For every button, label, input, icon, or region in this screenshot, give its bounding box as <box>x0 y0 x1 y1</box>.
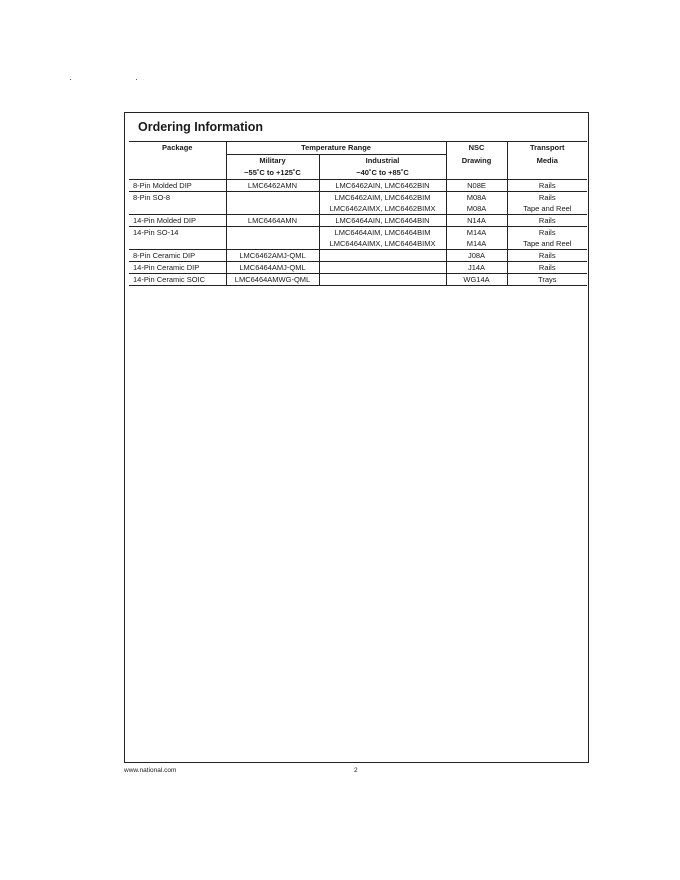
table-row <box>129 250 587 262</box>
header-military-range: −55˚C to +125˚C <box>226 167 319 180</box>
military-cell: LMC6464AMWG-QML <box>226 274 319 286</box>
ordering-information-panel <box>124 112 589 763</box>
military-cell: LMC6462AMN <box>226 180 319 192</box>
table-row <box>129 227 587 239</box>
section-title: Ordering Information <box>138 120 263 134</box>
ordering-table <box>129 141 587 286</box>
drawing-cell: M08A <box>446 203 507 215</box>
military-cell: LMC6464AMJ-QML <box>226 262 319 274</box>
table-row <box>129 274 587 286</box>
drawing-cell: N14A <box>446 215 507 227</box>
media-cell: Tape and Reel <box>523 239 572 248</box>
package-cell: 8-Pin Ceramic DIP <box>129 250 226 262</box>
drawing-cell: WG14A <box>446 274 507 286</box>
table-row <box>129 238 587 250</box>
industrial-cell: LMC6462AIN, LMC6462BIN <box>319 180 446 192</box>
industrial-cell <box>319 250 446 262</box>
drawing-cell: J14A <box>446 262 507 274</box>
header-drawing-spacer <box>446 167 507 180</box>
header-military: Military <box>226 155 319 168</box>
media-cell: Rails <box>507 192 587 204</box>
industrial-cell: LMC6464AIN, LMC6464BIN <box>319 215 446 227</box>
header-drawing: Drawing <box>446 155 507 168</box>
table-row <box>129 192 587 204</box>
table-row <box>129 262 587 274</box>
drawing-cell: J08A <box>446 250 507 262</box>
package-cell: 14-Pin SO-14 <box>129 227 226 239</box>
industrial-cell: LMC6462AIM, LMC6462BIM <box>319 192 446 204</box>
header-industrial-range: −40˚C to +85˚C <box>319 167 446 180</box>
header-nsc: NSC <box>446 142 507 155</box>
table-row <box>129 203 587 215</box>
drawing-cell: M14A <box>446 227 507 239</box>
package-cell: 14-Pin Ceramic SOIC <box>129 274 226 286</box>
industrial-cell: LMC6464AIMX, LMC6464BIMX <box>319 238 446 250</box>
media-cell: Rails <box>507 250 587 262</box>
drawing-cell: M14A <box>446 238 507 250</box>
media-cell: Rails <box>507 262 587 274</box>
package-cell <box>129 203 226 215</box>
header-package-spacer <box>129 155 226 168</box>
industrial-cell <box>319 262 446 274</box>
header-temperature-range: Temperature Range <box>226 142 446 155</box>
military-cell: LMC6462AMJ-QML <box>226 250 319 262</box>
package-cell: 8-Pin Molded DIP <box>129 180 226 192</box>
scan-speck <box>70 79 71 80</box>
media-cell: Rails <box>538 181 556 190</box>
drawing-cell: M08A <box>446 192 507 204</box>
industrial-cell <box>319 274 446 286</box>
table-row <box>129 180 587 192</box>
header-media-spacer <box>507 167 587 180</box>
package-cell <box>129 238 226 250</box>
package-cell: 14-Pin Ceramic DIP <box>129 262 226 274</box>
media-cell: Trays <box>507 274 587 286</box>
media-cell: Rails <box>507 227 587 239</box>
military-cell <box>226 203 319 215</box>
media-cell: Tape and Reel <box>523 204 572 213</box>
header-package-spacer <box>129 167 226 180</box>
footer-website: www.national.com <box>124 767 177 774</box>
drawing-cell: N08E <box>446 180 507 192</box>
package-cell: 8-Pin SO-8 <box>129 192 226 204</box>
scan-speck <box>136 79 137 80</box>
military-cell <box>226 192 319 204</box>
header-media: Media <box>536 155 558 165</box>
industrial-cell: LMC6464AIM, LMC6464BIM <box>319 227 446 239</box>
military-cell <box>226 227 319 239</box>
header-package: Package <box>129 142 226 155</box>
package-cell: 14-Pin Molded DIP <box>129 215 226 227</box>
industrial-cell: LMC6462AIMX, LMC6462BIMX <box>319 203 446 215</box>
media-cell: Rails <box>507 215 587 227</box>
page-number: 2 <box>354 767 358 774</box>
header-industrial: Industrial <box>319 155 446 168</box>
military-cell <box>226 238 319 250</box>
table-row <box>129 215 587 227</box>
military-cell: LMC6464AMN <box>226 215 319 227</box>
header-transport: Transport <box>507 142 587 155</box>
